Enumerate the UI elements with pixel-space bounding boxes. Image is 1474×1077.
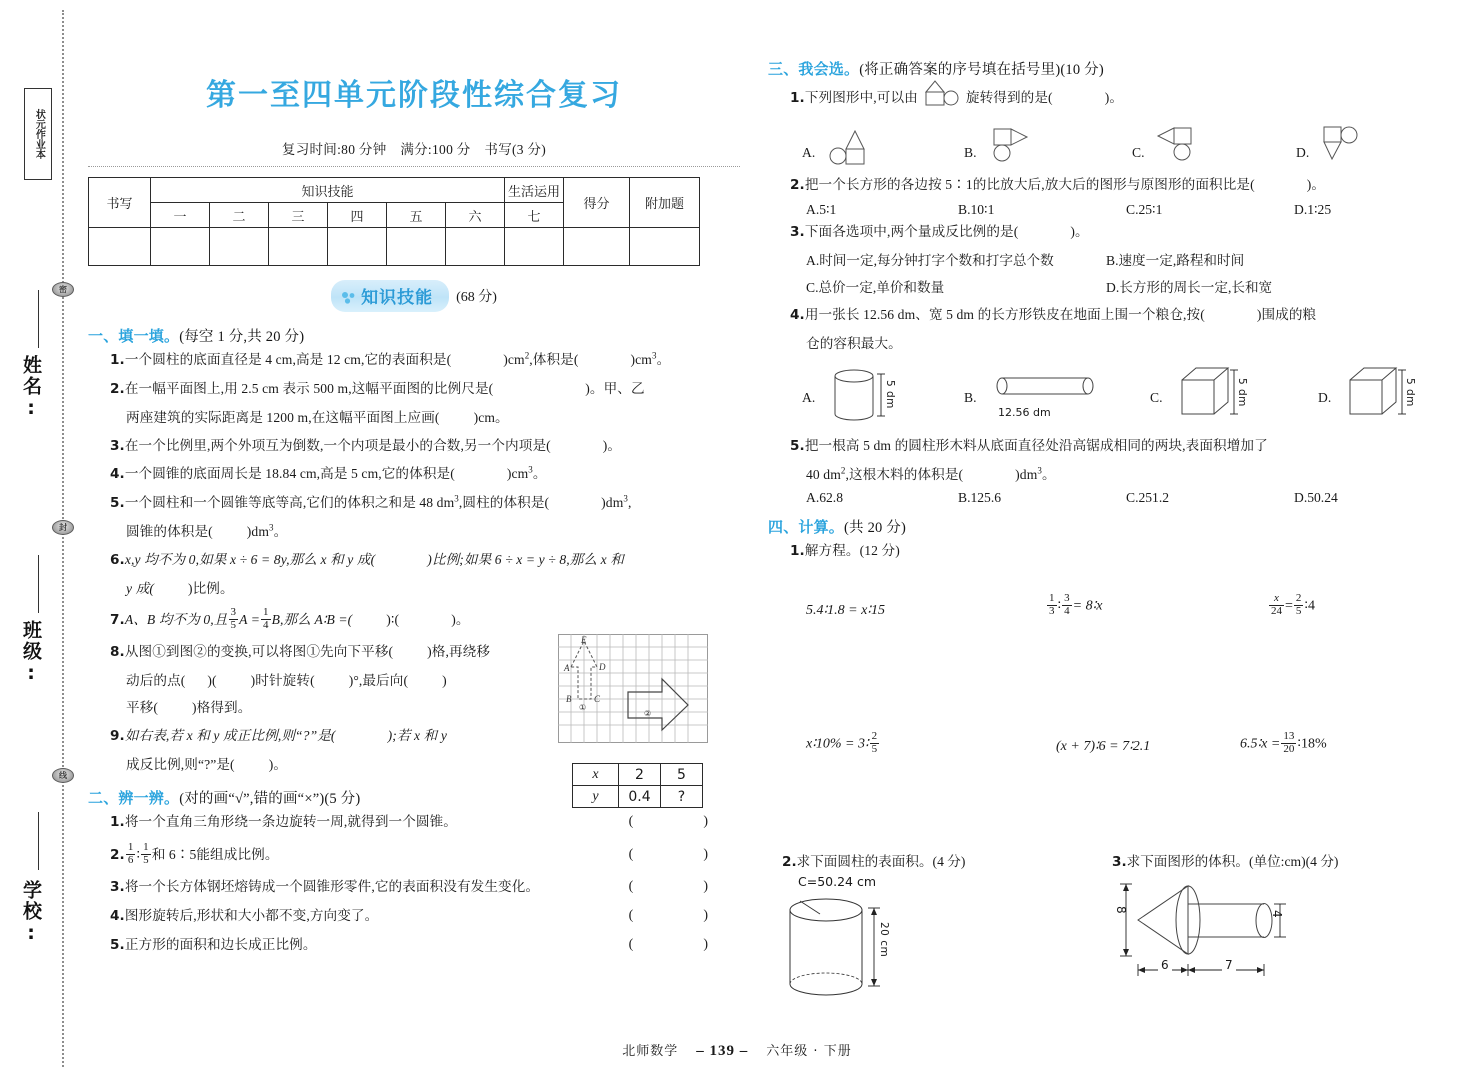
footer-grade: 六年级 · 下册 <box>766 1044 852 1059</box>
class-field-line <box>38 555 39 613</box>
seal-badge-mi: 密 <box>52 282 74 297</box>
unit-exponent: 2 <box>840 465 846 475</box>
xy-cell-x2: 5 <box>661 764 703 786</box>
svg-text:②: ② <box>644 709 652 718</box>
q-number: 7. <box>110 611 125 628</box>
q-text: 动后的点( <box>126 672 186 688</box>
q-line-2 <box>806 461 1458 489</box>
score-sub-4: 四 <box>328 203 387 228</box>
fraction-13-20: $\frac{13}{20}$ <box>1283 730 1295 756</box>
q-line-2 <box>126 518 740 546</box>
score-table <box>88 177 700 266</box>
q-text: )cm。 <box>473 409 509 425</box>
q-text: 圆锥的体积是( <box>126 524 213 540</box>
fraction-1-6: $\frac{1}{6}$ <box>127 841 134 867</box>
q-text: 求下面圆柱的表面积。(4 分) <box>796 854 966 870</box>
q-text: 将一个直角三角形绕一条边旋转一周,就得到一个圆锥。 <box>124 814 457 830</box>
dim-7-label: 7 <box>1222 958 1236 972</box>
option-c[interactable]: C.总价一定,单价和数量 <box>806 279 945 295</box>
fraction-1-3: $\frac{1}{3}$ <box>1049 592 1055 618</box>
q-number: 9. <box>110 728 125 745</box>
q-text: )dm <box>246 524 269 540</box>
q-number: 3. <box>790 223 805 240</box>
q-number: 2. <box>782 854 797 871</box>
seal-badge-feng: 封 <box>52 520 74 535</box>
xy-proportion-table <box>572 763 703 808</box>
table-row <box>573 764 703 786</box>
option-a[interactable] <box>802 364 904 431</box>
q-text: )dm <box>601 495 624 511</box>
question-2-2 <box>110 837 740 873</box>
equation-1[interactable]: 5.4∶1.8 = x∶15 <box>806 603 885 619</box>
equations-row-1 <box>768 580 1458 676</box>
section-heading-fill <box>88 325 740 346</box>
q-number: 4. <box>790 306 805 323</box>
page-title: 第一至四单元阶段性综合复习 <box>206 78 622 113</box>
q-text: 一个圆柱和一个圆锥等底等高,它们的体积之和是 48 dm <box>124 495 455 511</box>
option-b[interactable] <box>964 372 1118 419</box>
xy-cell-x1: 2 <box>619 764 661 786</box>
option-letter: A. <box>802 144 816 160</box>
q-text: )围成的粮 <box>1256 306 1317 322</box>
score-cell[interactable] <box>387 228 446 266</box>
option-letter: A. <box>802 389 816 405</box>
tf-answer-paren[interactable]: ( ) <box>628 908 722 924</box>
q-number: 3. <box>110 437 125 454</box>
score-cell[interactable] <box>564 228 630 266</box>
section-1-title: 一、填一填。 <box>88 327 180 345</box>
q-text: 两座建筑的实际距离是 1200 m,在这幅平面图上应画( <box>126 409 440 425</box>
q-text: )。 <box>451 611 470 627</box>
q-text: 下面各选项中,两个量成反比例的是( <box>804 223 1019 239</box>
dimension-label: 5 dm <box>1404 377 1416 407</box>
cylinder-figure <box>782 874 1112 1015</box>
option-a[interactable] <box>802 123 894 173</box>
q-text: 把一根高 5 dm 的圆柱形木料从底面直径处沿高锯成相同的两块,表面积增加了 <box>804 437 1268 453</box>
score-col-extra: 附加题 <box>630 178 700 228</box>
q-text: ) <box>442 672 447 688</box>
choice-1-options <box>802 123 1458 171</box>
fraction-2-5: $\frac{2}{5}$ <box>1295 592 1302 618</box>
option-d[interactable]: D.1∶25 <box>1294 201 1332 217</box>
q-heading <box>782 850 1112 870</box>
choice-4-options <box>802 364 1458 426</box>
unit-exponent: 3 <box>528 464 533 475</box>
q-text: 一个圆柱的底面直径是 4 cm,高是 12 cm,它的表面积是( <box>124 352 452 367</box>
option-a[interactable]: A.5∶1 <box>806 201 837 217</box>
xy-cell-y2: ? <box>661 786 703 808</box>
school-field-line <box>38 812 39 870</box>
xy-cell-y1: 0.4 <box>619 786 661 808</box>
choice-5-options <box>806 490 1458 506</box>
divider-dotted <box>88 166 740 167</box>
q-number: 1. <box>110 352 125 368</box>
option-b[interactable]: B.速度一定,路程和时间 <box>1106 252 1245 268</box>
page-footer <box>0 1040 1474 1060</box>
circumference-label: C=50.24 cm <box>798 874 877 890</box>
tf-answer-paren[interactable]: ( ) <box>628 814 722 830</box>
svg-text:①: ① <box>579 703 587 712</box>
q-text: )。 <box>1070 223 1089 239</box>
q-text: 成反比例,则“?”是( <box>126 757 235 773</box>
question-1-2 <box>110 375 740 432</box>
option-c[interactable] <box>1132 123 1224 173</box>
field-label-name: 姓名: <box>20 355 42 421</box>
q-text: 正方形的面积和边长成正比例。 <box>124 936 317 952</box>
score-cell[interactable] <box>505 228 564 266</box>
q-text: 求下面图形的体积。(单位:cm)(4 分) <box>1126 854 1339 870</box>
fraction-3-4: $\frac{3}{4}$ <box>1064 592 1070 618</box>
option-letter: D. <box>1296 144 1310 160</box>
q-text: A、B 均不为 0,且 <box>124 611 228 627</box>
q-text: )∶( <box>386 611 400 627</box>
q-text: 如右表,若 x 和 y 成正比例,则“?”是( <box>124 728 336 744</box>
option-b[interactable]: B.10∶1 <box>958 201 995 217</box>
seal-badge-xian: 线 <box>52 768 74 783</box>
unit-exponent: 2 <box>524 350 530 361</box>
unit-exponent: 3 <box>651 350 657 361</box>
option-d[interactable] <box>1318 364 1420 431</box>
option-letter: B. <box>964 144 977 160</box>
score-sub-5: 五 <box>387 203 446 228</box>
choice-2-options <box>806 202 1458 218</box>
q-text: x,y 均不为 0,如果 x ÷ 6 = 8y,那么 x 和 y 成( <box>124 552 376 568</box>
q-line-2 <box>126 404 740 432</box>
q-text: B,那么 A∶B =( <box>271 611 353 627</box>
dim-6-label: 6 <box>1158 958 1172 972</box>
q-number: 4. <box>110 908 125 925</box>
equation-5[interactable]: (x + 7)∶6 = 7∶2.1 <box>1056 739 1151 755</box>
q-number: 2. <box>790 176 805 193</box>
question-3-1 <box>790 79 1458 119</box>
q-number: 3. <box>110 879 125 896</box>
table-row <box>573 786 703 808</box>
equations-row-2 <box>768 676 1458 804</box>
q-number: 2. <box>110 846 125 863</box>
option-c[interactable] <box>1150 364 1252 431</box>
equation-6[interactable]: 6.5∶x = $\frac{13}{20}$ ∶18% <box>1240 730 1327 756</box>
dimension-label: 5 dm <box>884 379 896 409</box>
q-text: );若 x 和 y <box>387 728 447 744</box>
q-text: 在一幅平面图上,用 2.5 cm 表示 500 m,这幅平面图的比例尺是( <box>124 380 494 396</box>
option-d[interactable] <box>1296 123 1388 173</box>
score-col-total: 得分 <box>564 178 630 228</box>
height-label: 20 cm <box>878 922 890 958</box>
q-text: 一个圆锥的底面周长是 18.84 cm,高是 5 cm,它的体积是( <box>124 466 455 482</box>
transformation-grid-figure <box>558 634 708 756</box>
fraction-2-5: $\frac{2}{5}$ <box>871 730 878 756</box>
seal-dotted-line <box>62 10 64 1067</box>
q-number: 1. <box>110 814 125 831</box>
xy-row-y-label: y <box>573 786 619 808</box>
unit-exponent: 3 <box>454 493 459 504</box>
q-text: 。 <box>273 524 288 540</box>
q-text: y 成( <box>126 580 154 596</box>
score-cell[interactable] <box>89 228 151 266</box>
score-sub-3: 三 <box>269 203 328 228</box>
left-column <box>88 40 740 960</box>
dim-4-label: 4 <box>1270 910 1284 919</box>
q-text: )( <box>207 672 217 688</box>
q-text: 从图①到图②的变换,可以将图①先向下平移( <box>124 643 394 659</box>
q-number: 8. <box>110 643 125 660</box>
score-cell[interactable] <box>630 228 700 266</box>
q-text: )时针旋转( <box>250 672 315 688</box>
question-2-1 <box>110 808 740 837</box>
section-heading-compute <box>768 516 1458 537</box>
svg-text:A: A <box>564 663 570 673</box>
option-a[interactable]: A.时间一定,每分钟打字个数和打字总个数 <box>806 252 1054 268</box>
knowledge-skills-badge <box>331 280 449 312</box>
q-number: 1. <box>790 543 805 560</box>
svg-text:D: D <box>599 662 606 672</box>
unit-exponent: 3 <box>269 522 274 533</box>
question-1-3 <box>110 432 740 461</box>
question-1-5 <box>110 489 740 546</box>
brand-box <box>24 88 52 180</box>
option-c[interactable]: C.251.2 <box>1126 490 1170 506</box>
cone-cylinder-figure <box>1112 876 1452 989</box>
q-text: ,体积是( <box>529 352 579 367</box>
bottom-figures <box>768 850 1458 1020</box>
field-label-class: 班级: <box>20 620 42 686</box>
q-number: 1. <box>790 90 805 107</box>
question-3-5 <box>790 432 1458 489</box>
q-text: 将一个长方体钢坯熔铸成一个圆锥形零件,它的表面积没有发生变化。 <box>124 879 540 895</box>
score-cell[interactable] <box>210 228 269 266</box>
footer-book: 北师数学 <box>622 1044 679 1059</box>
dim-8-label: 8 <box>1114 906 1128 915</box>
question-3-3 <box>790 218 1458 247</box>
q-number: 3. <box>1112 854 1127 871</box>
section-2-title: 二、辨一辨。 <box>88 789 180 808</box>
xy-row-x-label: x <box>573 764 619 786</box>
q-text: , <box>627 495 632 511</box>
q-text: )。甲、乙 <box>585 380 645 396</box>
question-1-7 <box>110 603 740 638</box>
q-heading <box>1112 850 1452 870</box>
section-4-title: 四、计算。 <box>768 518 845 537</box>
question-1-4 <box>110 460 740 489</box>
question-3-4 <box>790 301 1458 358</box>
option-row <box>806 274 1458 301</box>
score-group-life: 生活运用 <box>505 178 564 203</box>
q-text: )。 <box>1104 90 1124 106</box>
flower-dots-icon <box>341 289 356 309</box>
svg-text:C: C <box>594 694 601 704</box>
svg-text:E: E <box>581 635 587 645</box>
score-sub-2: 二 <box>210 203 269 228</box>
question-4-3 <box>1112 850 1452 989</box>
score-sub-7: 七 <box>505 203 564 228</box>
q-text: )cm <box>630 352 652 367</box>
field-label-school: 学校: <box>20 880 42 946</box>
q-text: ,这根木料的体积是( <box>845 466 964 482</box>
question-4-2 <box>782 850 1112 1015</box>
score-col-writing: 书写 <box>89 178 151 228</box>
option-d[interactable]: D.50.24 <box>1294 490 1338 506</box>
q-text: 用一张长 12.56 dm、宽 5 dm 的长方形铁皮在地面上围一个粮仓,按( <box>804 306 1205 322</box>
unit-exponent: 3 <box>623 493 628 504</box>
svg-text:B: B <box>566 694 572 704</box>
right-column <box>768 58 1458 1020</box>
section-1-note: (每空 1 分,共 20 分) <box>179 329 305 345</box>
equation-2[interactable]: $\frac{1}{3}$ ∶ $\frac{3}{4}$ = 8∶x <box>1049 592 1103 618</box>
q-text: 。 <box>1041 466 1056 482</box>
q-text: )比例。 <box>187 580 234 596</box>
option-b[interactable]: B.125.6 <box>958 490 1002 506</box>
question-2-3 <box>110 873 740 902</box>
q-text: 40 dm <box>806 466 841 482</box>
score-cell[interactable] <box>269 228 328 266</box>
tf-answer-paren[interactable]: ( ) <box>628 936 722 952</box>
q-text: 下列图形中,可以由 <box>804 90 918 106</box>
q-number: 5. <box>110 936 125 953</box>
section-4-note: (共 20 分) <box>844 520 907 537</box>
equation-3[interactable]: $\frac{x}{24}$ = $\frac{2}{5}$ ∶4 <box>1271 592 1316 618</box>
q-text: 图形旋转后,形状和大小都不变,方向变了。 <box>124 908 379 924</box>
footer-page-number: – 139 – <box>696 1043 749 1059</box>
question-3-2 <box>790 171 1458 200</box>
q-number: 5. <box>790 437 805 454</box>
q-text: 平移( <box>126 700 159 716</box>
q-line-2 <box>126 575 740 603</box>
inline-shape-figure <box>918 78 966 118</box>
left-sidebar <box>0 0 78 1077</box>
q-text: 和 6∶5能组成比例。 <box>151 846 279 862</box>
badge-points: (68 分) <box>456 290 497 305</box>
question-2-5 <box>110 931 740 960</box>
score-sub-1: 一 <box>151 203 210 228</box>
q-number: 5. <box>110 495 125 512</box>
tf-answer-paren[interactable]: ( ) <box>628 879 722 895</box>
q-text: ∶ <box>136 846 141 862</box>
score-cell[interactable] <box>446 228 505 266</box>
q-text: 解方程。(12 分) <box>804 543 900 559</box>
q-text: 把一个长方形的各边按 5∶1的比放大后,放大后的图形与原图形的面积比是( <box>804 176 1255 192</box>
fraction-3-5: $\frac{3}{5}$ <box>230 606 237 632</box>
option-d[interactable]: D.长方形的周长一定,长和宽 <box>1106 279 1273 295</box>
q-text: 旋转得到的是( <box>965 90 1053 106</box>
option-row <box>806 247 1458 274</box>
q-text: ,圆柱的体积是( <box>458 495 550 511</box>
q-text: )。 <box>1306 176 1326 192</box>
option-b[interactable] <box>964 123 1056 173</box>
section-3-note: (将正确答案的序号填在括号里)(10 分) <box>859 62 1104 78</box>
equation-4[interactable]: x∶10% = 3∶ $\frac{2}{5}$ <box>806 730 878 756</box>
unit-exponent: 3 <box>1037 465 1042 475</box>
name-field-line <box>38 290 39 348</box>
q-text: 。 <box>532 466 547 482</box>
q-text: )cm <box>506 466 529 482</box>
q-text: 在一个比例里,两个外项互为倒数,一个内项是最小的合数,另一个内项是( <box>124 437 551 453</box>
section-2-note: (对的画“√”,错的画“×”)(5 分) <box>179 791 361 808</box>
q-text: )比例;如果 6 ÷ x = y ÷ 8,那么 x 和 <box>427 552 624 568</box>
q-text: )格得到。 <box>192 700 252 716</box>
option-letter: C. <box>1150 389 1163 405</box>
score-cell[interactable] <box>151 228 210 266</box>
score-sub-6: 六 <box>446 203 505 228</box>
question-1-6 <box>110 546 740 603</box>
q-text: A = <box>239 611 261 627</box>
question-1-1 <box>110 346 740 375</box>
question-4-1 <box>790 537 1458 566</box>
q-text: )。 <box>602 437 622 453</box>
option-letter: B. <box>964 389 977 405</box>
score-cell[interactable] <box>328 228 387 266</box>
q-number: 6. <box>110 552 125 569</box>
q-number: 4. <box>110 466 125 483</box>
tf-answer-paren[interactable]: ( ) <box>628 846 722 862</box>
q-text: )dm <box>1015 466 1038 482</box>
brand-label: 状元作业本 <box>33 109 45 159</box>
q-text: 。 <box>656 352 671 367</box>
q-number: 2. <box>110 380 125 397</box>
fraction-1-5: $\frac{1}{5}$ <box>143 841 149 867</box>
q-line-2: 仓的容积最大。 <box>806 335 902 351</box>
option-letter: D. <box>1318 389 1332 405</box>
q-text: )格,再绕移 <box>427 643 491 659</box>
fraction-x-24: $\frac{x}{24}$ <box>1271 592 1282 618</box>
knowledge-badge-row <box>88 280 740 312</box>
section-heading-choice <box>768 58 1458 79</box>
score-group-knowledge: 知识技能 <box>151 178 505 203</box>
dimension-label: 5 dm <box>1236 377 1248 407</box>
option-letter: C. <box>1132 144 1145 160</box>
question-2-4 <box>110 902 740 931</box>
option-a[interactable]: A.62.8 <box>806 490 844 506</box>
q-text: )°,最后向( <box>348 672 409 688</box>
q-text: )。 <box>268 757 288 773</box>
exam-meta: 复习时间:80 分钟 满分:100 分 书写(3 分) <box>281 142 547 157</box>
badge-label: 知识技能 <box>361 288 434 308</box>
dimension-label: 12.56 dm <box>998 405 1051 419</box>
section-3-title: 三、我会选。 <box>768 60 860 78</box>
q-text: )cm <box>503 352 525 367</box>
fraction-1-4: $\frac{1}{4}$ <box>263 606 269 632</box>
choice-3-options <box>806 247 1458 301</box>
option-c[interactable]: C.25∶1 <box>1126 201 1163 217</box>
